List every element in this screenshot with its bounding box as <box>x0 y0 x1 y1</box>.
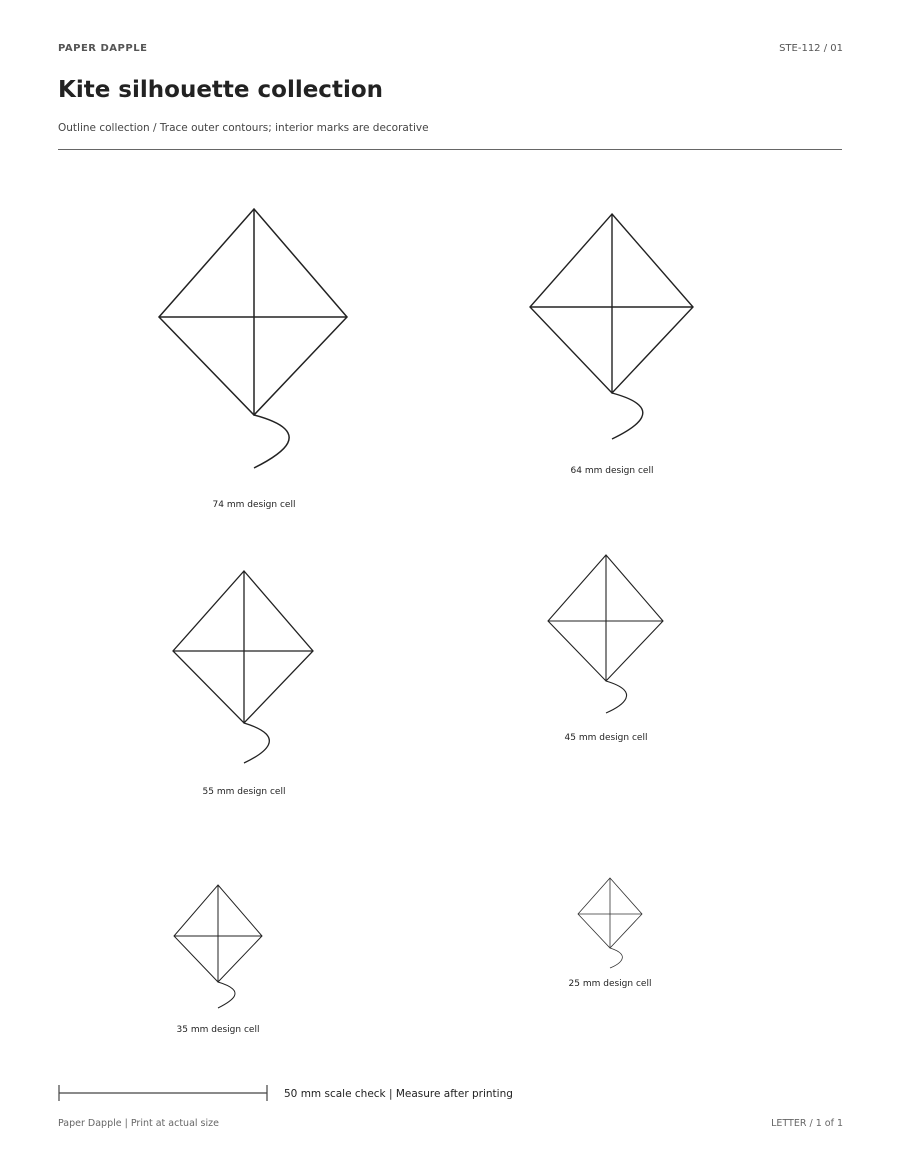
scale-check-label: 50 mm scale check | Measure after printing <box>284 1088 513 1100</box>
page-subtitle: Outline collection / Trace outer contours; interior marks are decorative <box>58 122 429 134</box>
kite-caption-45mm: 45 mm design cell <box>564 733 648 743</box>
footer-note: Paper Dapple | Print at actual size <box>58 1118 219 1129</box>
footer-page-info: LETTER / 1 of 1 <box>771 1118 843 1129</box>
kite-caption-35mm: 35 mm design cell <box>176 1025 260 1035</box>
kite-caption-25mm: 25 mm design cell <box>568 979 652 989</box>
brand-label: PAPER DAPPLE <box>58 43 148 54</box>
document-code: STE-112 / 01 <box>779 43 843 54</box>
page-title: Kite silhouette collection <box>58 77 383 103</box>
kite-caption-55mm: 55 mm design cell <box>202 787 286 797</box>
kite-caption-64mm: 64 mm design cell <box>570 466 654 476</box>
kite-caption-74mm: 74 mm design cell <box>212 500 296 510</box>
